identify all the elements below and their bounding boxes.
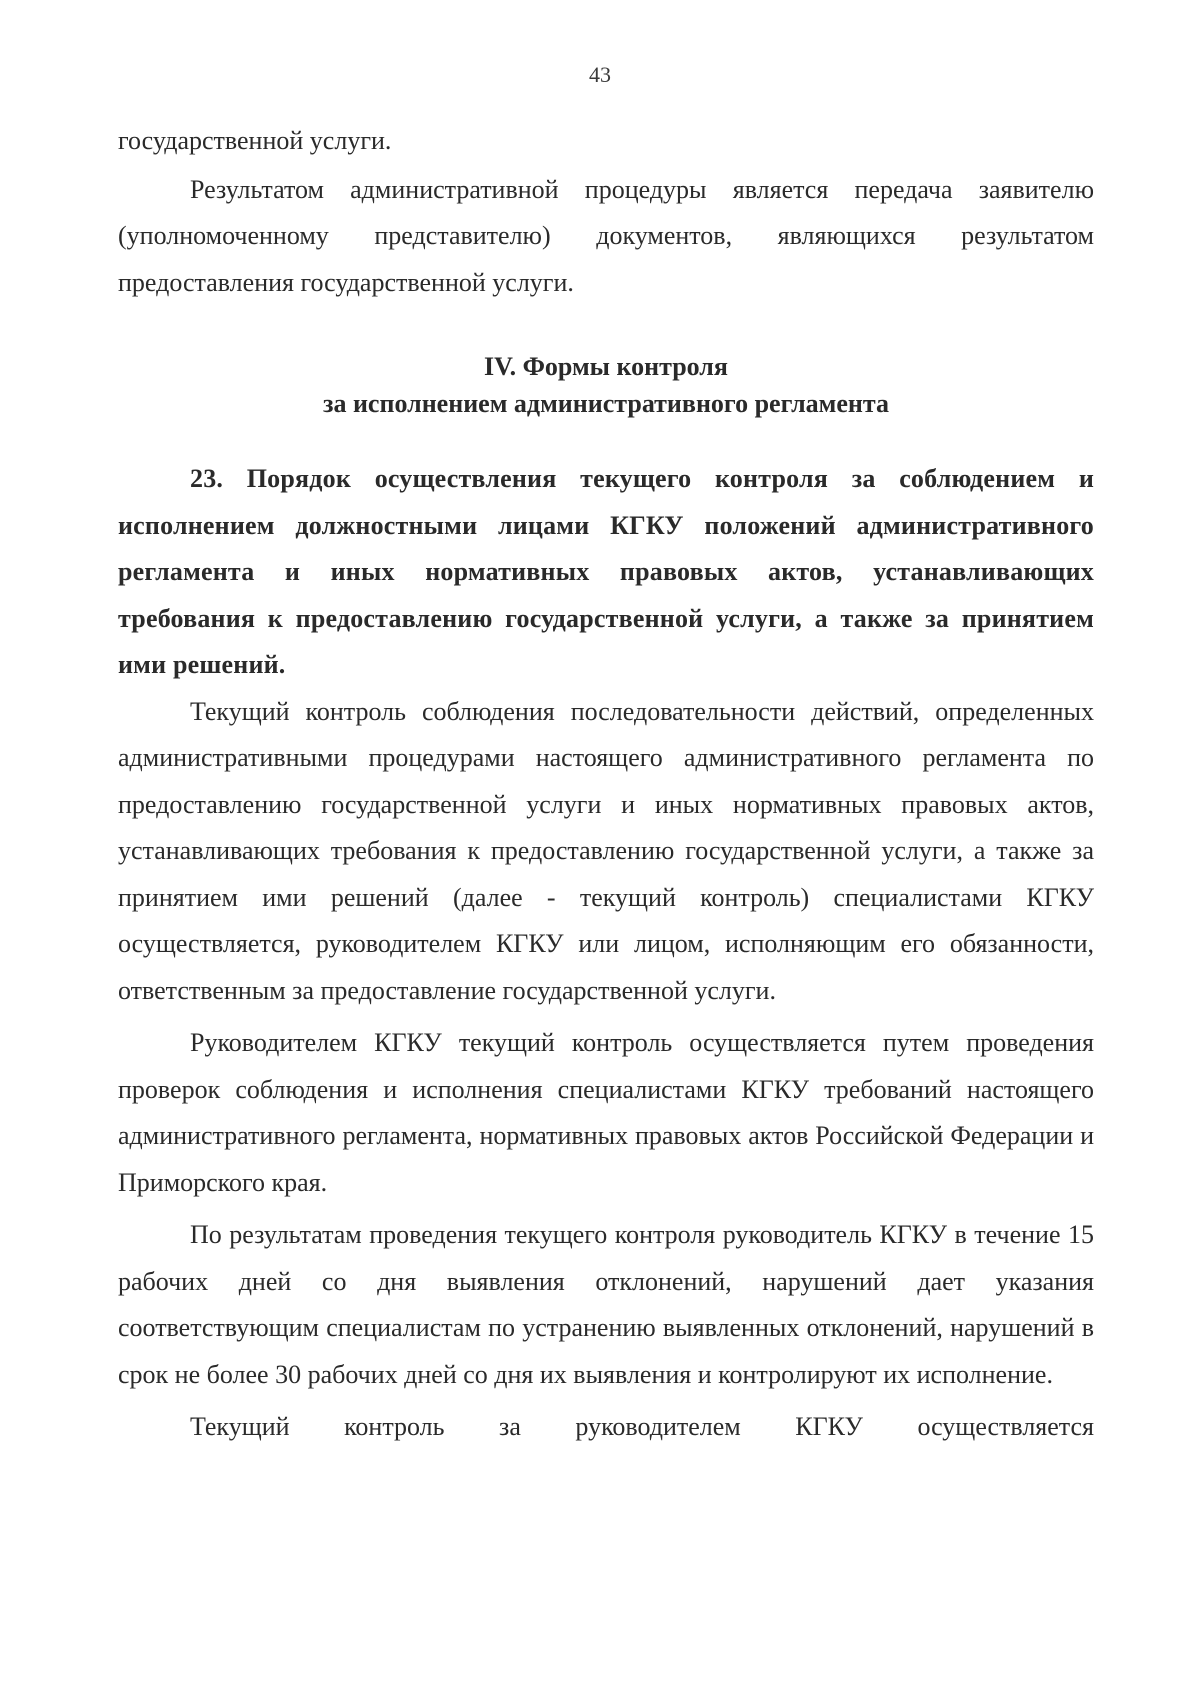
paragraph-results: По результатам проведения текущего контроля руководитель КГКУ в течение 15 рабочих дней со дня выявления отклонений, нарушений дает указания соответствующим специалистам по устранению выявленных отклонений, нарушений в срок не более 30 рабочих дней со дня их выявления и контролируют их исполнение. xyxy=(118,1220,1094,1389)
paragraph-head-control: Руководителем КГКУ текущий контроль осуществляется путем проведения проверок соблюдения и исполнения специалистами КГКУ требований настоящего административного регламента, нормативных правовых актов Российской Федерации и Приморского края. xyxy=(118,1028,1094,1197)
paragraph-result: Результатом административной процедуры является передача заявителю (уполномоченному представителю) документов, являющихся результатом предоставления государственной услуги. xyxy=(118,174,1094,297)
section-heading xyxy=(118,348,1094,422)
paragraph-continuation: государственной услуги. xyxy=(118,126,392,155)
paragraph-current-control: Текущий контроль соблюдения последовательности действий, определенных административными процедурами настоящего административного регламента по предоставлению государственной услуги и иных нормативных правовых актов, устанавливающих требования к предоставлению государственной услуги, а также за принятием ими решений (далее - текущий контроль) специалистами КГКУ осуществляется, руководителем КГКУ или лицом, исполняющим его обязанности, ответственным за предоставление государственной услуги. xyxy=(118,696,1094,1005)
document-body xyxy=(118,118,1094,1451)
paragraph-control-over-head: Текущий контроль за руководителем КГКУ осуществляется xyxy=(190,1412,1094,1441)
section-heading-line-2: за исполнением административного регламента xyxy=(323,389,889,418)
subsection-heading: 23. Порядок осуществления текущего контроля за соблюдением и исполнением должностными лицами КГКУ положений административного регламента и иных нормативных правовых актов, устанавливающих требования к предоставлению государственной услуги, а также за принятием ими решений. xyxy=(118,464,1094,679)
page-number: 43 xyxy=(589,62,611,87)
section-heading-line-1: IV. Формы контроля xyxy=(484,352,728,381)
